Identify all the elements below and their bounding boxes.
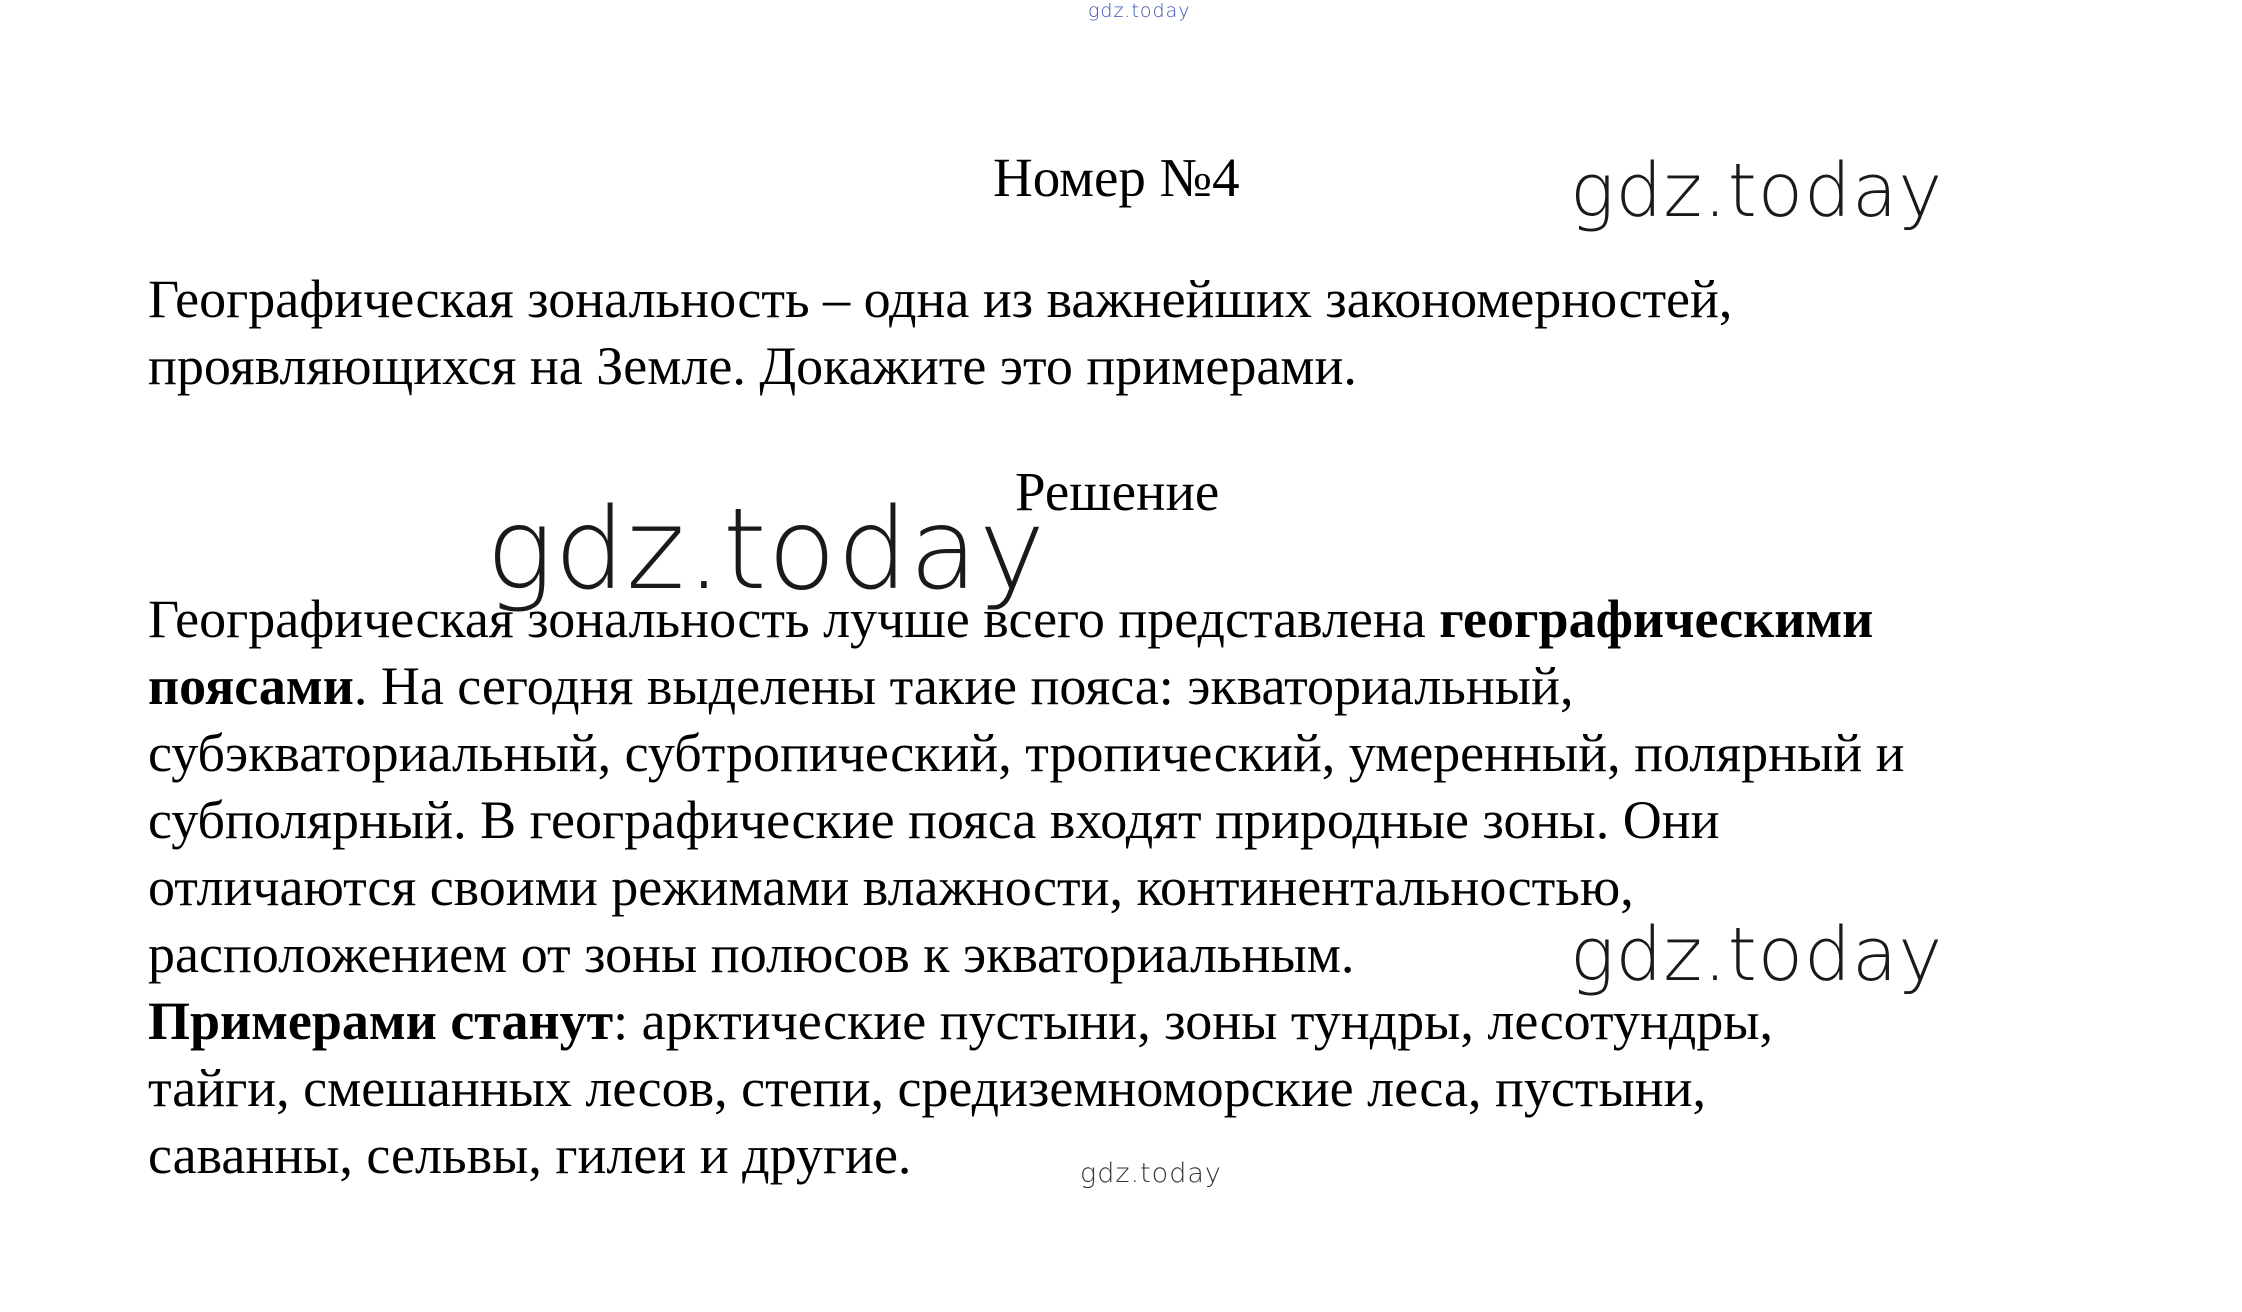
question-line-2: проявляющихся на Земле. Докажите это примерами. [148,336,1357,396]
question-line-1: Географическая зональность – одна из важнейших закономерностей, [148,269,1733,329]
watermark-top: gdz.today [1088,0,1191,22]
answer-line-7-text: : арктические пустыни, зоны тундры, лесотундры, [613,991,1773,1051]
answer-line-8: тайги, смешанных лесов, степи, средиземноморские леса, пустыни, [148,1058,1707,1118]
watermark-mid: gdz.today [1570,912,1944,998]
answer-text [148,586,2128,1189]
answer-line-6: расположением от зоны полюсов к экваториальным. [148,924,1355,984]
answer-line-1-bold: географическими [1439,589,1874,649]
solution-heading: Решение [1015,461,1220,522]
answer-line-2-text: . На сегодня выделены такие пояса: экваториальный, [353,656,1574,716]
question-text [148,266,2048,400]
watermark-header: gdz.today [1570,148,1944,234]
answer-line-2 [148,653,2128,720]
answer-line-1 [148,586,2128,653]
answer-line-3: субэкваториальный, субтропический, тропический, умеренный, полярный и [148,723,1905,783]
page-title: Номер №4 [993,147,1240,208]
answer-line-4: субполярный. В географические пояса входят природные зоны. Они [148,790,1720,850]
answer-line-2-bold: поясами [148,656,354,716]
watermark-small: gdz.today [1080,1158,1222,1189]
answer-line-9: саванны, сельвы, гилеи и другие. [148,1125,912,1185]
answer-line-7 [148,988,2128,1055]
answer-line-1-text: Географическая зональность лучше всего представлена [148,589,1440,649]
answer-line-5: отличаются своими режимами влажности, континентальностью, [148,857,1634,917]
watermark-big: gdz.today [486,485,1047,615]
answer-line-7-bold: Примерами станут [148,991,614,1051]
